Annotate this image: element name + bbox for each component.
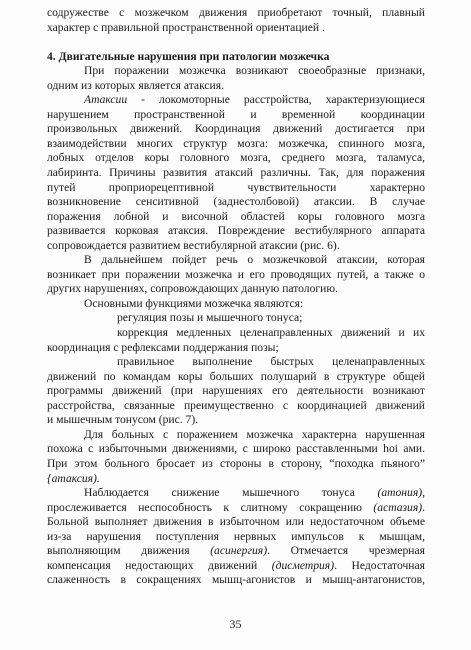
text-line: В дальнейшем пойдет речь о мозжечковой атаксии, которая [84,253,425,267]
text-line: координация с рефлексами поддержания позы; [47,340,279,354]
text-line: лобных отделов коры головного мозга, среднего мозга, таламуса, [47,151,425,165]
text-line [47,35,425,50]
text-line: возникает при поражении мозжечка и его проводящих путей, а также о [47,267,425,281]
text-line: выполняющим движения (асинергия). Отмечается чрезмерная [47,544,425,558]
text-line: содружестве с мозжечком движения приобретают точный, плавный [47,6,425,19]
text-line: нарушением пространственной и временной координации [47,107,425,121]
text-line: {атаксия). [47,471,100,485]
page-number: 35 [229,617,242,631]
text-line: Атаксии - локомоторные расстройства, характеризующиеся [84,93,425,107]
text-line: Основными функциями мозжечка являются: [84,296,304,310]
text-line: одним из которых является атаксия. [47,78,224,92]
text-line: программы движений (при нарушениях его деятельности возникают [47,384,425,398]
text-line: и мышечным тонусом (рис. 7). [47,413,199,427]
text-line: правильное выполнение быстрых целенаправленных [117,355,425,369]
text-line: расстройства, связанные преимущественно с координацией движений [47,398,425,412]
text-line: развивается корковая атаксия. Повреждение вестибулярного аппарата [47,224,425,238]
text-line: Для больных с поражением мозжечка характерна нарушенная [84,427,425,441]
body-text [47,6,425,588]
text-line: поражения лобной и височной областей коры головного мозга [47,209,425,223]
text-line: компенсация недостающих движений (дисметрия). Недостаточная [47,558,425,572]
text-line: взаимодействии многих структур мозга: мозжечка, спинного мозга, [47,136,425,150]
text-line: произвольных движений. Координация движений достигается при [47,122,425,136]
text-line: характер с правильной пространственной ориентацией . [47,20,325,34]
text-line: При этом больного бросает из стороны в сторону, “походка пьяного” [47,456,425,470]
text-line: движений по командам коры больших полушарий в структуре общей [47,369,425,383]
text-line: Больной выполняет движения в избыточном или недостаточном объеме [47,515,425,529]
text-line: прослеживается неспособность к слитному сокращению (астазия). [47,500,425,514]
text-line: сопровождается развитием вестибулярной атаксии (рис. 6). [47,238,340,252]
section-heading: 4. Двигательные нарушения при патологии мозжечка [47,49,330,63]
text-line: других нарушениях, сопровождающих данную патологию. [47,282,338,296]
text-line: из-за нарушения поступления нервных импульсов к мышцам, [47,529,425,543]
text-line: путей проприорецептивной чувствительности характерно [47,180,425,194]
text-line: коррекция медленных целенаправленных движений и их [117,326,425,340]
text-line: регуляция позы и мышечного тонуса; [117,311,303,325]
text-line: слаженность в сокращениях мышц-агонистов и мышц-антагонистов, [47,573,425,587]
text-line: Наблюдается снижение мышечного тонуса (атония), [84,486,425,500]
text-line: похожа с избыточными движениями, с широко расставленными hoi ами. [47,442,425,456]
text-line: лабиринта. Причины развития атаксий различны. Так, для поражения [47,166,425,180]
text-line: возникновение сенситивной (заднестолбовой) атаксии. В случае [47,195,425,209]
text-line: При поражении мозжечка возникают своеобразные признаки, [84,64,425,78]
